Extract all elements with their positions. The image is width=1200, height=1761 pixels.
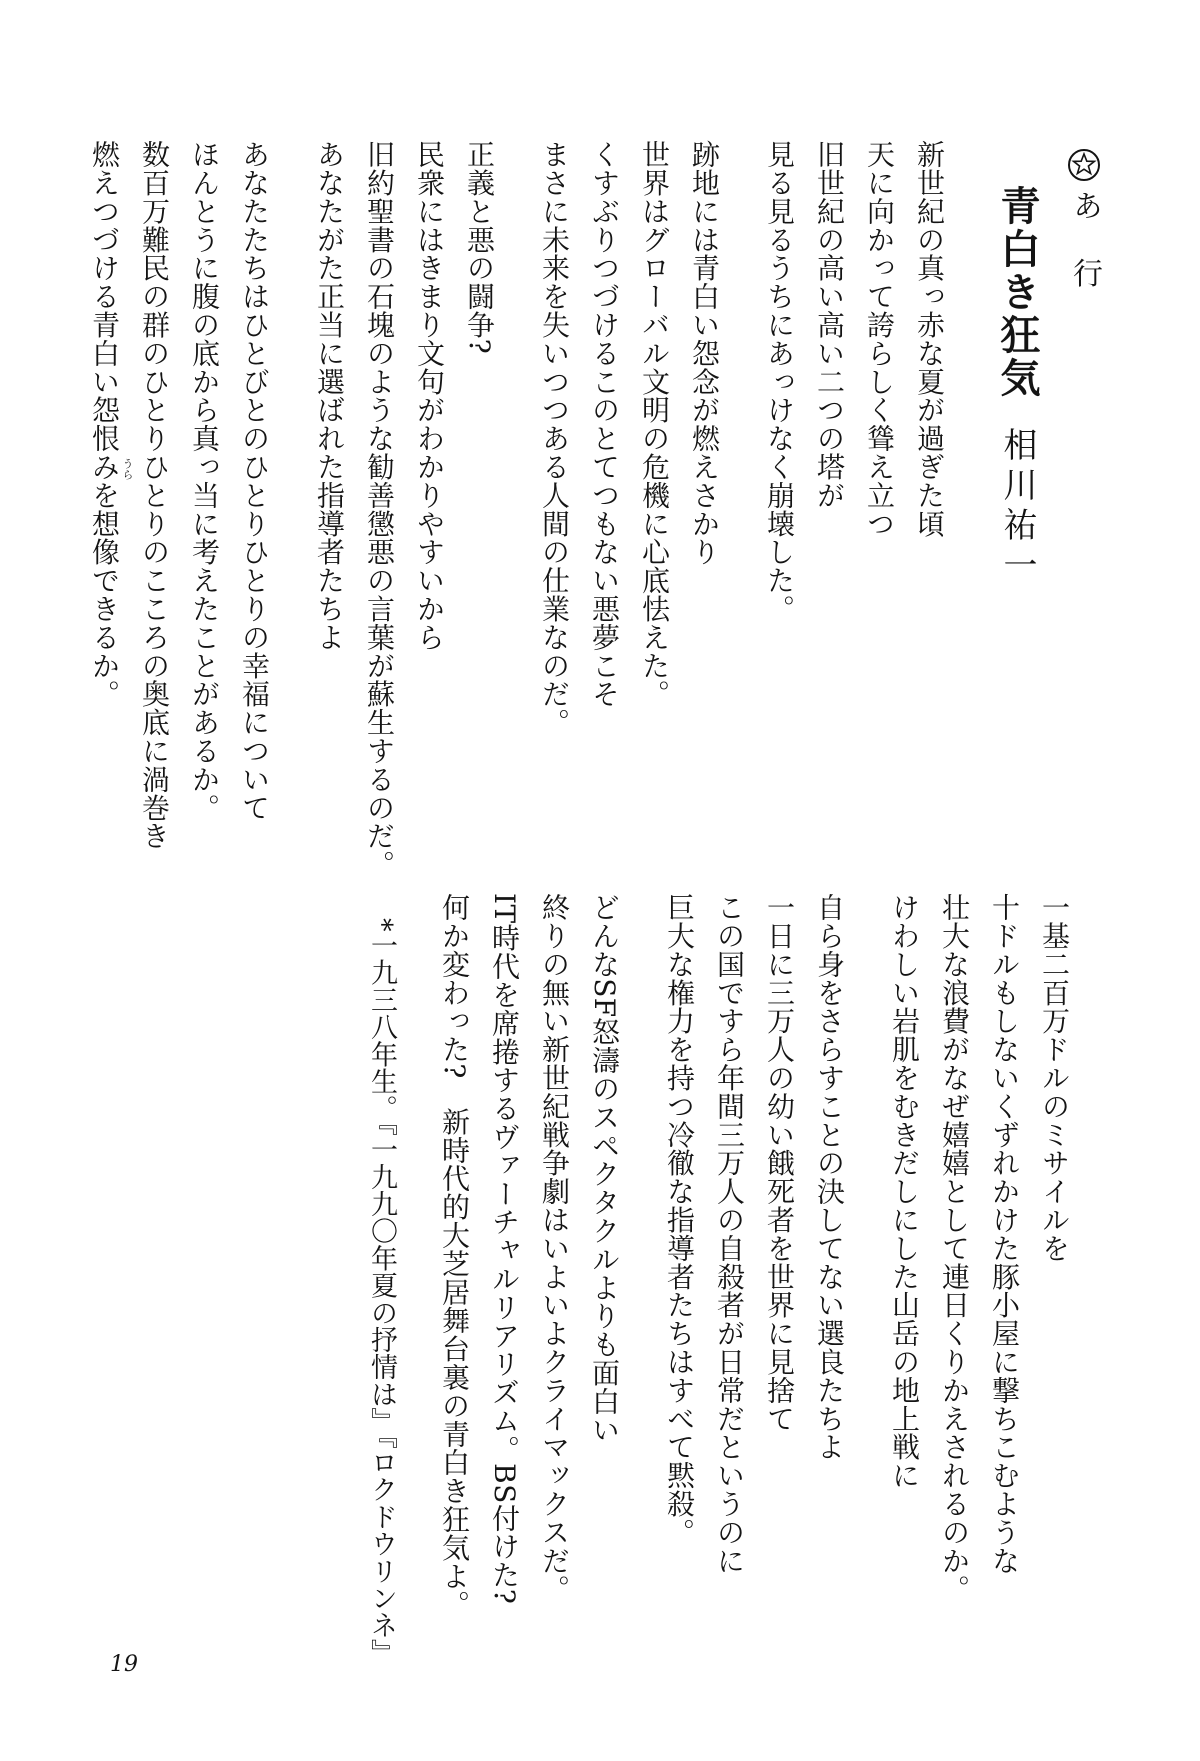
- poem-line: 十ドルもしないくずれかけた豚小屋に撃ちこむような: [988, 893, 1021, 1575]
- poem-line: 終りの無い新世紀戦争劇はいよいよクライマックスだ。: [538, 893, 571, 1603]
- poem-line: IT時代を席捲するヴァーチャルリアリズム。BS付けた?: [488, 893, 521, 1605]
- poem-line: けわしい岩肌をむきだしにした山岳の地上戦に: [888, 893, 921, 1490]
- section-label: あ 行: [1067, 190, 1102, 302]
- poem-line: あなたがた正当に選ばれた指導者たちよ: [313, 140, 346, 652]
- author-note: *一九三八年生。『一九九〇年夏の抒情は』『ロクドウリンネ』: [366, 918, 397, 1667]
- poem-line: 見る見るうちにあっけなく崩壊した。: [763, 140, 796, 623]
- poem-line: 巨大な権力を持つ冷徹な指導者たちはすべて黙殺。: [663, 893, 696, 1547]
- poem-line: 旧約聖書の石塊のような勧善懲悪の言葉が蘇生するのだ。: [363, 140, 396, 879]
- poem-line: 一日に三万人の幼い餓死者を世界に見捨て: [763, 893, 796, 1433]
- poem-line: 旧世紀の高い高い二つの塔が: [813, 140, 846, 510]
- poem-line: あなたたちはひとびとのひとりひとりの幸福について: [238, 140, 271, 822]
- poem-line: 自ら身をさらすことの決してない選良たちよ: [813, 893, 846, 1461]
- poem-line: 世界はグローバル文明の危機に心底怯えた。: [638, 140, 671, 708]
- poem-line: 燃えつづける青白い怨恨みを想像できるか。: [88, 140, 121, 708]
- poem-author: 相川祐一: [997, 427, 1037, 587]
- poem-line: 一基二百万ドルのミサイルを: [1038, 893, 1071, 1263]
- poem-line: 天に向かって誇らしく聳え立つ: [863, 140, 896, 538]
- poem-line: ほんとうに腹の底から真っ当に考えたことがあるか。: [188, 140, 221, 822]
- poem-line: 新世紀の真っ赤な夏が過ぎた頃: [913, 140, 946, 538]
- poem-line: くすぶりつづけるこのとてつもない悪夢こそ: [588, 140, 621, 708]
- poem-line: 跡地には青白い怨念が燃えさかり: [688, 140, 721, 566]
- ruby-annotation: うら: [121, 458, 134, 480]
- poem-line: 正義と悪の闘争?: [463, 140, 496, 355]
- poem-line: どんなSF怒濤のスペクタクルよりも面白い: [588, 893, 621, 1444]
- poem-line: まさに未来を失いつつある人間の仕業なのだ。: [538, 140, 571, 737]
- page-number: 19: [110, 1652, 138, 1677]
- poem-line: 民衆にはきまり文句がわかりやすいから: [413, 140, 446, 652]
- poem-line: この国ですら年間三万人の自殺者が日常だというのに: [713, 893, 746, 1575]
- poem-title: 青白き狂気: [994, 185, 1041, 400]
- poem-line: 数百万難民の群のひとりひとりのこころの奥底に渦巻き: [138, 140, 171, 850]
- circled-star-icon: [1067, 148, 1101, 182]
- poem-line: 壮大な浪費がなぜ嬉嬉として連日くりかえされるのか。: [938, 893, 971, 1603]
- poem-line: 何か変わった? 新時代的大芝居舞台裏の青白き狂気よ。: [438, 893, 471, 1619]
